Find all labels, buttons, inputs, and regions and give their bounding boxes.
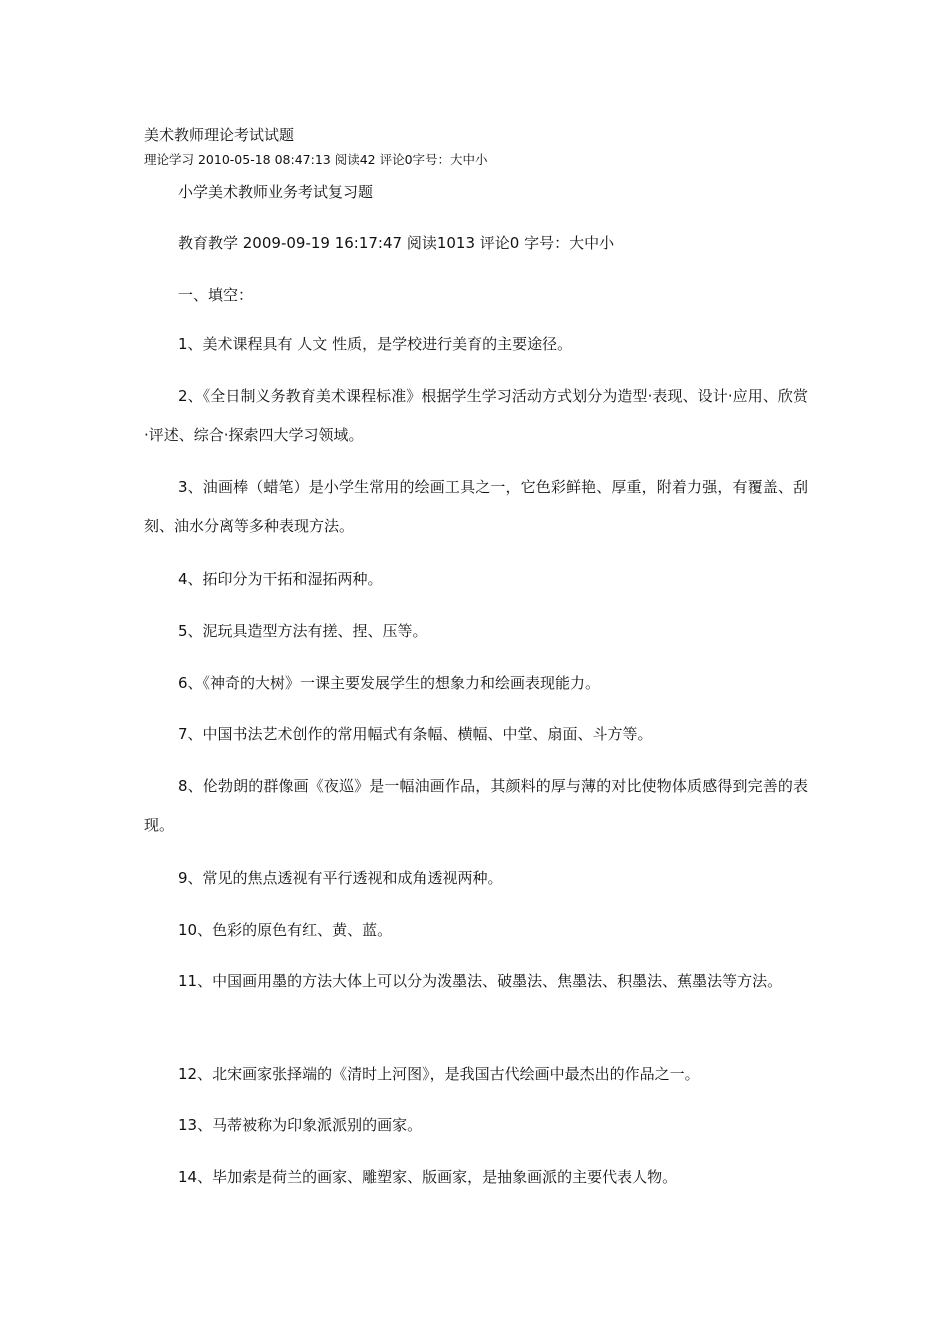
question-item: 2、《全日制义务教育美术课程标准》根据学生学习活动方式划分为造型·表现、设计·应用、欣赏·评述、综合·探索四大学习领域。 [144,387,808,444]
question-item: 14、毕加索是荷兰的画家、雕塑家、版画家，是抽象画派的主要代表人物。 [178,1168,678,1186]
question-item: 7、中国书法艺术创作的常用幅式有条幅、横幅、中堂、扇面、斗方等。 [178,725,653,743]
document-meta: 理论学习 2010-05-18 08:47:13 阅读42 评论0字号：大中小 [144,152,488,167]
section-heading: 一、填空： [178,286,254,304]
subtitle-meta: 教育教学 2009-09-19 16:17:47 阅读1013 评论0 字号：大中小 [178,234,615,252]
question-item: 6、《神奇的大树》一课主要发展学生的想象力和绘画表现能力。 [178,674,601,692]
document-subtitle: 小学美术教师业务考试复习题 [178,183,374,201]
question-item: 9、常见的焦点透视有平行透视和成角透视两种。 [178,869,503,887]
question-item: 11、中国画用墨的方法大体上可以分为泼墨法、破墨法、焦墨法、积墨法、蕉墨法等方法。 [178,972,783,990]
document-title: 美术教师理论考试试题 [144,126,295,144]
question-item: 8、伦勃朗的群像画《夜巡》是一幅油画作品，其颜料的厚与薄的对比使物体质感得到完善的表现。 [144,777,808,834]
question-item: 1、美术课程具有 人文 性质，是学校进行美育的主要途径。 [178,335,573,353]
question-item: 13、马蒂被称为印象派派别的画家。 [178,1116,423,1134]
question-item: 12、北宋画家张择端的《清时上河图》，是我国古代绘画中最杰出的作品之一。 [178,1065,700,1083]
question-item: 4、拓印分为干拓和湿拓两种。 [178,570,383,588]
question-item: 3、油画棒（蜡笔）是小学生常用的绘画工具之一，它色彩鲜艳、厚重，附着力强，有覆盖、刮刻、油水分离等多种表现方法。 [144,478,808,535]
question-item: 5、泥玩具造型方法有搓、捏、压等。 [178,622,428,640]
question-item: 10、色彩的原色有红、黄、蓝。 [178,921,393,939]
